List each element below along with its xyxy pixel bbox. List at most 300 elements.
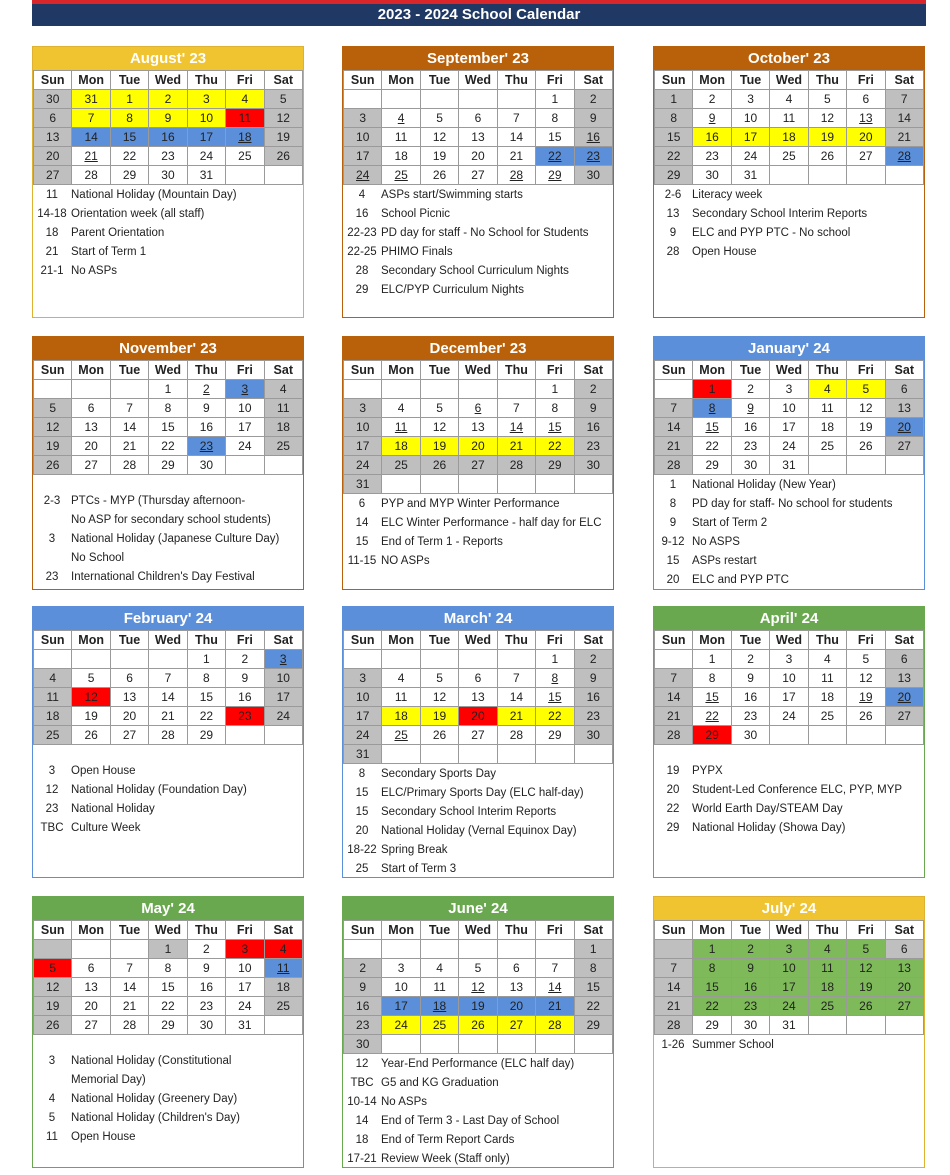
event-date: 1-26 (661, 1039, 685, 1051)
event-list (343, 1054, 613, 1169)
day-cell: 16 (731, 688, 769, 707)
event-text: Memorial Day) (71, 1074, 146, 1086)
day-cell: 19 (420, 707, 458, 726)
day-cell: 9 (226, 669, 264, 688)
weekday-header: Mon (72, 71, 110, 90)
day-cell: 25 (808, 437, 846, 456)
day-cell: 6 (72, 959, 110, 978)
day-cell: 20 (459, 707, 497, 726)
event-text: ELC and PYP PTC (692, 574, 789, 586)
weekday-header: Fri (226, 361, 264, 380)
event-item (343, 841, 609, 860)
event-item (33, 224, 299, 243)
empty-cell (382, 1035, 420, 1054)
day-cell: 23 (344, 1016, 382, 1035)
day-cell: 10 (344, 128, 382, 147)
day-cell: 12 (420, 418, 458, 437)
event-date: 11 (46, 189, 58, 201)
day-cell: 14 (149, 688, 187, 707)
weekday-header: Sat (574, 71, 612, 90)
day-cell: 21 (149, 707, 187, 726)
event-date: 16 (355, 208, 369, 220)
day-cell: 20 (459, 147, 497, 166)
weekday-header: Tue (420, 921, 458, 940)
day-cell: 9 (693, 109, 731, 128)
event-item (33, 1071, 299, 1090)
event-item (343, 262, 609, 281)
event-item (343, 803, 609, 822)
day-cell: 17 (770, 418, 808, 437)
day-cell: 17 (344, 147, 382, 166)
event-item (33, 1128, 299, 1147)
event-date: 12 (355, 1058, 369, 1070)
weekday-header: Fri (847, 71, 885, 90)
day-cell: 27 (459, 166, 497, 185)
day-cell: 21 (655, 437, 693, 456)
event-text: National Holiday (Showa Day) (692, 822, 846, 834)
day-cell: 15 (536, 688, 574, 707)
weekday-header: Mon (382, 71, 420, 90)
day-cell: 2 (731, 380, 769, 399)
empty-cell (847, 726, 885, 745)
day-cell: 14 (536, 978, 574, 997)
day-cell: 10 (770, 669, 808, 688)
event-date: 28 (666, 246, 680, 258)
day-cell: 2 (574, 380, 612, 399)
event-date: 28 (355, 265, 369, 277)
empty-cell (574, 1035, 612, 1054)
day-cell: 6 (459, 669, 497, 688)
event-item (343, 514, 609, 533)
day-cell: 22 (693, 997, 731, 1016)
event-text: PTCs - MYP (Thursday afternoon- (71, 495, 246, 507)
day-cell: 28 (497, 456, 535, 475)
day-cell: 13 (847, 109, 885, 128)
event-list (33, 475, 303, 587)
day-cell: 23 (731, 437, 769, 456)
event-list (343, 185, 613, 300)
empty-cell (885, 726, 923, 745)
day-cell: 20 (110, 707, 148, 726)
day-cell: 29 (536, 456, 574, 475)
empty-cell (497, 90, 535, 109)
day-cell: 19 (72, 707, 110, 726)
empty-cell (808, 726, 846, 745)
day-cell: 16 (226, 688, 264, 707)
day-cell: 16 (187, 978, 225, 997)
event-item (343, 860, 609, 879)
day-cell: 9 (574, 399, 612, 418)
day-cell: 15 (574, 978, 612, 997)
day-cell: 6 (885, 650, 923, 669)
empty-cell (536, 1035, 574, 1054)
day-cell: 17 (226, 418, 264, 437)
weekday-header: Sun (34, 71, 72, 90)
day-cell: 1 (536, 380, 574, 399)
day-cell: 25 (264, 997, 302, 1016)
event-item (343, 205, 609, 224)
day-cell: 20 (885, 978, 923, 997)
day-cell: 7 (497, 399, 535, 418)
day-cell: 10 (226, 399, 264, 418)
day-cell: 18 (420, 997, 458, 1016)
empty-cell (344, 380, 382, 399)
event-date: 14 (355, 517, 369, 529)
month-card (653, 606, 925, 878)
month-grid (654, 920, 924, 1035)
day-cell: 18 (382, 437, 420, 456)
day-cell: 24 (187, 147, 225, 166)
event-text: World Earth Day/STEAM Day (692, 803, 843, 815)
event-item (33, 781, 299, 800)
event-item (343, 552, 609, 571)
day-cell: 26 (420, 726, 458, 745)
event-text: ELC Winter Performance - half day for ELC (381, 517, 602, 529)
day-cell: 7 (110, 399, 148, 418)
day-cell: 27 (459, 726, 497, 745)
day-cell: 23 (149, 147, 187, 166)
day-cell: 15 (149, 418, 187, 437)
day-cell: 30 (187, 1016, 225, 1035)
month-grid (33, 630, 303, 745)
day-cell: 18 (770, 128, 808, 147)
day-cell: 8 (693, 399, 731, 418)
day-cell: 8 (655, 109, 693, 128)
empty-cell (382, 475, 420, 494)
weekday-header: Sun (34, 631, 72, 650)
weekday-header: Thu (497, 71, 535, 90)
day-cell: 10 (344, 688, 382, 707)
day-cell: 25 (382, 726, 420, 745)
day-cell: 1 (149, 940, 187, 959)
event-date: 6 (358, 498, 366, 510)
day-cell: 17 (226, 978, 264, 997)
day-cell: 7 (497, 109, 535, 128)
day-cell: 23 (574, 437, 612, 456)
empty-cell (420, 1035, 458, 1054)
day-cell: 8 (110, 109, 148, 128)
weekday-header: Tue (420, 71, 458, 90)
day-cell: 10 (226, 959, 264, 978)
day-cell: 27 (497, 1016, 535, 1035)
event-item (654, 800, 920, 819)
day-cell: 29 (536, 726, 574, 745)
day-cell: 1 (536, 650, 574, 669)
event-item (654, 552, 920, 571)
day-cell: 30 (731, 456, 769, 475)
day-cell: 19 (847, 978, 885, 997)
event-item (654, 514, 920, 533)
event-item (33, 819, 299, 838)
empty-cell (655, 380, 693, 399)
day-cell: 24 (731, 147, 769, 166)
day-cell: 1 (110, 90, 148, 109)
event-item (343, 1055, 609, 1074)
day-cell: 20 (72, 997, 110, 1016)
empty-cell (574, 475, 612, 494)
day-cell: 14 (72, 128, 110, 147)
day-cell: 22 (149, 437, 187, 456)
day-cell: 6 (459, 399, 497, 418)
event-item (654, 571, 920, 590)
day-cell: 25 (34, 726, 72, 745)
day-cell: 4 (382, 399, 420, 418)
day-cell: 31 (72, 90, 110, 109)
event-text: PD day for staff- No school for students (692, 498, 893, 510)
day-cell: 28 (655, 726, 693, 745)
day-cell: 2 (187, 380, 225, 399)
day-cell: 2 (226, 650, 264, 669)
day-cell: 26 (808, 147, 846, 166)
weekday-header: Mon (382, 921, 420, 940)
day-cell: 6 (72, 399, 110, 418)
weekday-header: Sat (885, 921, 923, 940)
day-cell: 6 (459, 109, 497, 128)
day-cell: 27 (459, 456, 497, 475)
day-cell: 4 (226, 90, 264, 109)
day-cell: 26 (847, 707, 885, 726)
day-cell: 20 (72, 437, 110, 456)
event-text: Start of Term 3 (381, 863, 457, 875)
weekday-header: Tue (731, 361, 769, 380)
event-item (654, 205, 920, 224)
calendar-title: 2023 - 2024 School Calendar (32, 4, 926, 26)
day-cell: 11 (808, 399, 846, 418)
day-cell: 27 (72, 456, 110, 475)
day-cell: 31 (770, 456, 808, 475)
day-cell: 1 (149, 380, 187, 399)
day-cell: 13 (885, 959, 923, 978)
day-cell: 7 (885, 90, 923, 109)
month-title: February' 24 (33, 607, 303, 630)
event-item (33, 1090, 299, 1109)
day-cell: 17 (264, 688, 302, 707)
weekday-header: Wed (459, 921, 497, 940)
day-cell: 15 (149, 978, 187, 997)
empty-cell (344, 90, 382, 109)
event-text: Parent Orientation (71, 227, 165, 239)
event-item (33, 1109, 299, 1128)
event-list (654, 1035, 924, 1055)
weekday-header: Wed (459, 631, 497, 650)
day-cell: 28 (149, 726, 187, 745)
day-cell: 23 (226, 707, 264, 726)
day-cell: 19 (808, 128, 846, 147)
day-cell: 25 (808, 707, 846, 726)
month-card (32, 606, 304, 878)
day-cell: 12 (459, 978, 497, 997)
day-cell: 21 (72, 147, 110, 166)
day-cell: 26 (72, 726, 110, 745)
day-cell: 3 (264, 650, 302, 669)
day-cell: 12 (34, 418, 72, 437)
event-item (343, 1150, 609, 1169)
weekday-header: Mon (72, 361, 110, 380)
day-cell: 21 (110, 997, 148, 1016)
month-title: October' 23 (654, 47, 924, 70)
month-grid (33, 360, 303, 475)
weekday-header: Fri (226, 631, 264, 650)
event-item (33, 205, 299, 224)
weekday-header: Mon (693, 361, 731, 380)
day-cell: 31 (187, 166, 225, 185)
event-date: TBC (40, 822, 64, 834)
day-cell: 15 (187, 688, 225, 707)
day-cell: 5 (420, 669, 458, 688)
day-cell: 9 (187, 399, 225, 418)
day-cell: 17 (344, 437, 382, 456)
event-item (33, 762, 299, 781)
day-cell: 24 (344, 166, 382, 185)
event-item (343, 1112, 609, 1131)
day-cell: 22 (536, 147, 574, 166)
day-cell: 12 (420, 688, 458, 707)
day-cell: 2 (731, 940, 769, 959)
day-cell: 18 (34, 707, 72, 726)
weekday-header: Wed (149, 71, 187, 90)
weekday-header: Tue (110, 361, 148, 380)
day-cell: 9 (731, 959, 769, 978)
day-cell: 3 (226, 380, 264, 399)
day-cell: 30 (693, 166, 731, 185)
weekday-header: Mon (693, 921, 731, 940)
day-cell: 24 (382, 1016, 420, 1035)
weekday-header: Fri (536, 361, 574, 380)
day-cell: 29 (574, 1016, 612, 1035)
day-cell: 29 (187, 726, 225, 745)
day-cell: 12 (847, 959, 885, 978)
empty-cell (808, 1016, 846, 1035)
day-cell: 10 (731, 109, 769, 128)
day-cell: 17 (770, 978, 808, 997)
day-cell: 3 (187, 90, 225, 109)
month-title: November' 23 (33, 337, 303, 360)
event-text: Open House (71, 765, 136, 777)
weekday-header: Sat (885, 631, 923, 650)
day-cell: 9 (731, 669, 769, 688)
day-cell: 2 (574, 650, 612, 669)
event-list (33, 1035, 303, 1147)
empty-cell (72, 940, 110, 959)
day-cell: 11 (264, 959, 302, 978)
day-cell: 29 (693, 456, 731, 475)
event-date: 15 (666, 555, 680, 567)
month-card (342, 336, 614, 590)
day-cell: 22 (693, 707, 731, 726)
weekday-header: Thu (497, 921, 535, 940)
day-cell: 4 (382, 109, 420, 128)
empty-cell (808, 166, 846, 185)
day-cell: 18 (264, 418, 302, 437)
day-cell: 11 (382, 418, 420, 437)
day-cell: 28 (655, 1016, 693, 1035)
day-cell: 11 (808, 669, 846, 688)
day-cell: 5 (847, 380, 885, 399)
day-cell: 6 (885, 380, 923, 399)
day-cell: 13 (497, 978, 535, 997)
day-cell: 5 (459, 959, 497, 978)
day-cell: 30 (574, 726, 612, 745)
day-cell: 8 (536, 399, 574, 418)
weekday-header: Wed (770, 921, 808, 940)
weekday-header: Sun (655, 71, 693, 90)
event-date: 22-25 (347, 246, 377, 258)
day-cell: 22 (693, 437, 731, 456)
day-cell: 30 (34, 90, 72, 109)
month-title: April' 24 (654, 607, 924, 630)
day-cell: 29 (536, 166, 574, 185)
event-list (343, 764, 613, 879)
empty-cell (885, 456, 923, 475)
weekday-header: Wed (149, 631, 187, 650)
empty-cell (264, 726, 302, 745)
weekday-header: Tue (731, 631, 769, 650)
weekday-header: Wed (770, 631, 808, 650)
event-text: No ASP for secondary school students) (71, 514, 271, 526)
day-cell: 9 (574, 109, 612, 128)
empty-cell (226, 456, 264, 475)
event-text: ELC/Primary Sports Day (ELC half-day) (381, 787, 584, 799)
day-cell: 21 (497, 707, 535, 726)
day-cell: 26 (459, 1016, 497, 1035)
month-grid (33, 70, 303, 185)
event-item (343, 1074, 609, 1093)
empty-cell (110, 380, 148, 399)
empty-cell (847, 166, 885, 185)
event-item (343, 495, 609, 514)
day-cell: 16 (574, 418, 612, 437)
weekday-header: Sat (264, 921, 302, 940)
weekday-header: Wed (770, 361, 808, 380)
empty-cell (574, 745, 612, 764)
day-cell: 10 (770, 959, 808, 978)
event-item (33, 568, 299, 587)
empty-cell (264, 166, 302, 185)
event-text: PHIMO Finals (381, 246, 453, 258)
day-cell: 4 (382, 669, 420, 688)
day-cell: 27 (847, 147, 885, 166)
month-title: September' 23 (343, 47, 613, 70)
event-text: International Children's Day Festival (71, 571, 255, 583)
event-text: ELC/PYP Curriculum Nights (381, 284, 524, 296)
weekday-header: Fri (847, 361, 885, 380)
day-cell: 1 (536, 90, 574, 109)
event-text: NO ASPs (381, 555, 430, 567)
month-card (32, 46, 304, 318)
event-text: PYPX (692, 765, 723, 777)
weekday-header: Sun (655, 921, 693, 940)
day-cell: 29 (693, 726, 731, 745)
weekday-header: Sun (34, 361, 72, 380)
event-item (33, 530, 299, 549)
day-cell: 11 (382, 128, 420, 147)
event-date: 8 (669, 498, 677, 510)
day-cell: 22 (536, 437, 574, 456)
day-cell: 4 (34, 669, 72, 688)
event-text: Year-End Performance (ELC half day) (381, 1058, 575, 1070)
weekday-header: Sat (264, 631, 302, 650)
day-cell: 31 (344, 475, 382, 494)
day-cell: 28 (72, 166, 110, 185)
day-cell: 7 (72, 109, 110, 128)
empty-cell (459, 745, 497, 764)
empty-cell (459, 1035, 497, 1054)
day-cell: 10 (382, 978, 420, 997)
empty-cell (536, 940, 574, 959)
empty-cell (382, 380, 420, 399)
event-date: 14-18 (37, 208, 67, 220)
weekday-header: Tue (731, 921, 769, 940)
